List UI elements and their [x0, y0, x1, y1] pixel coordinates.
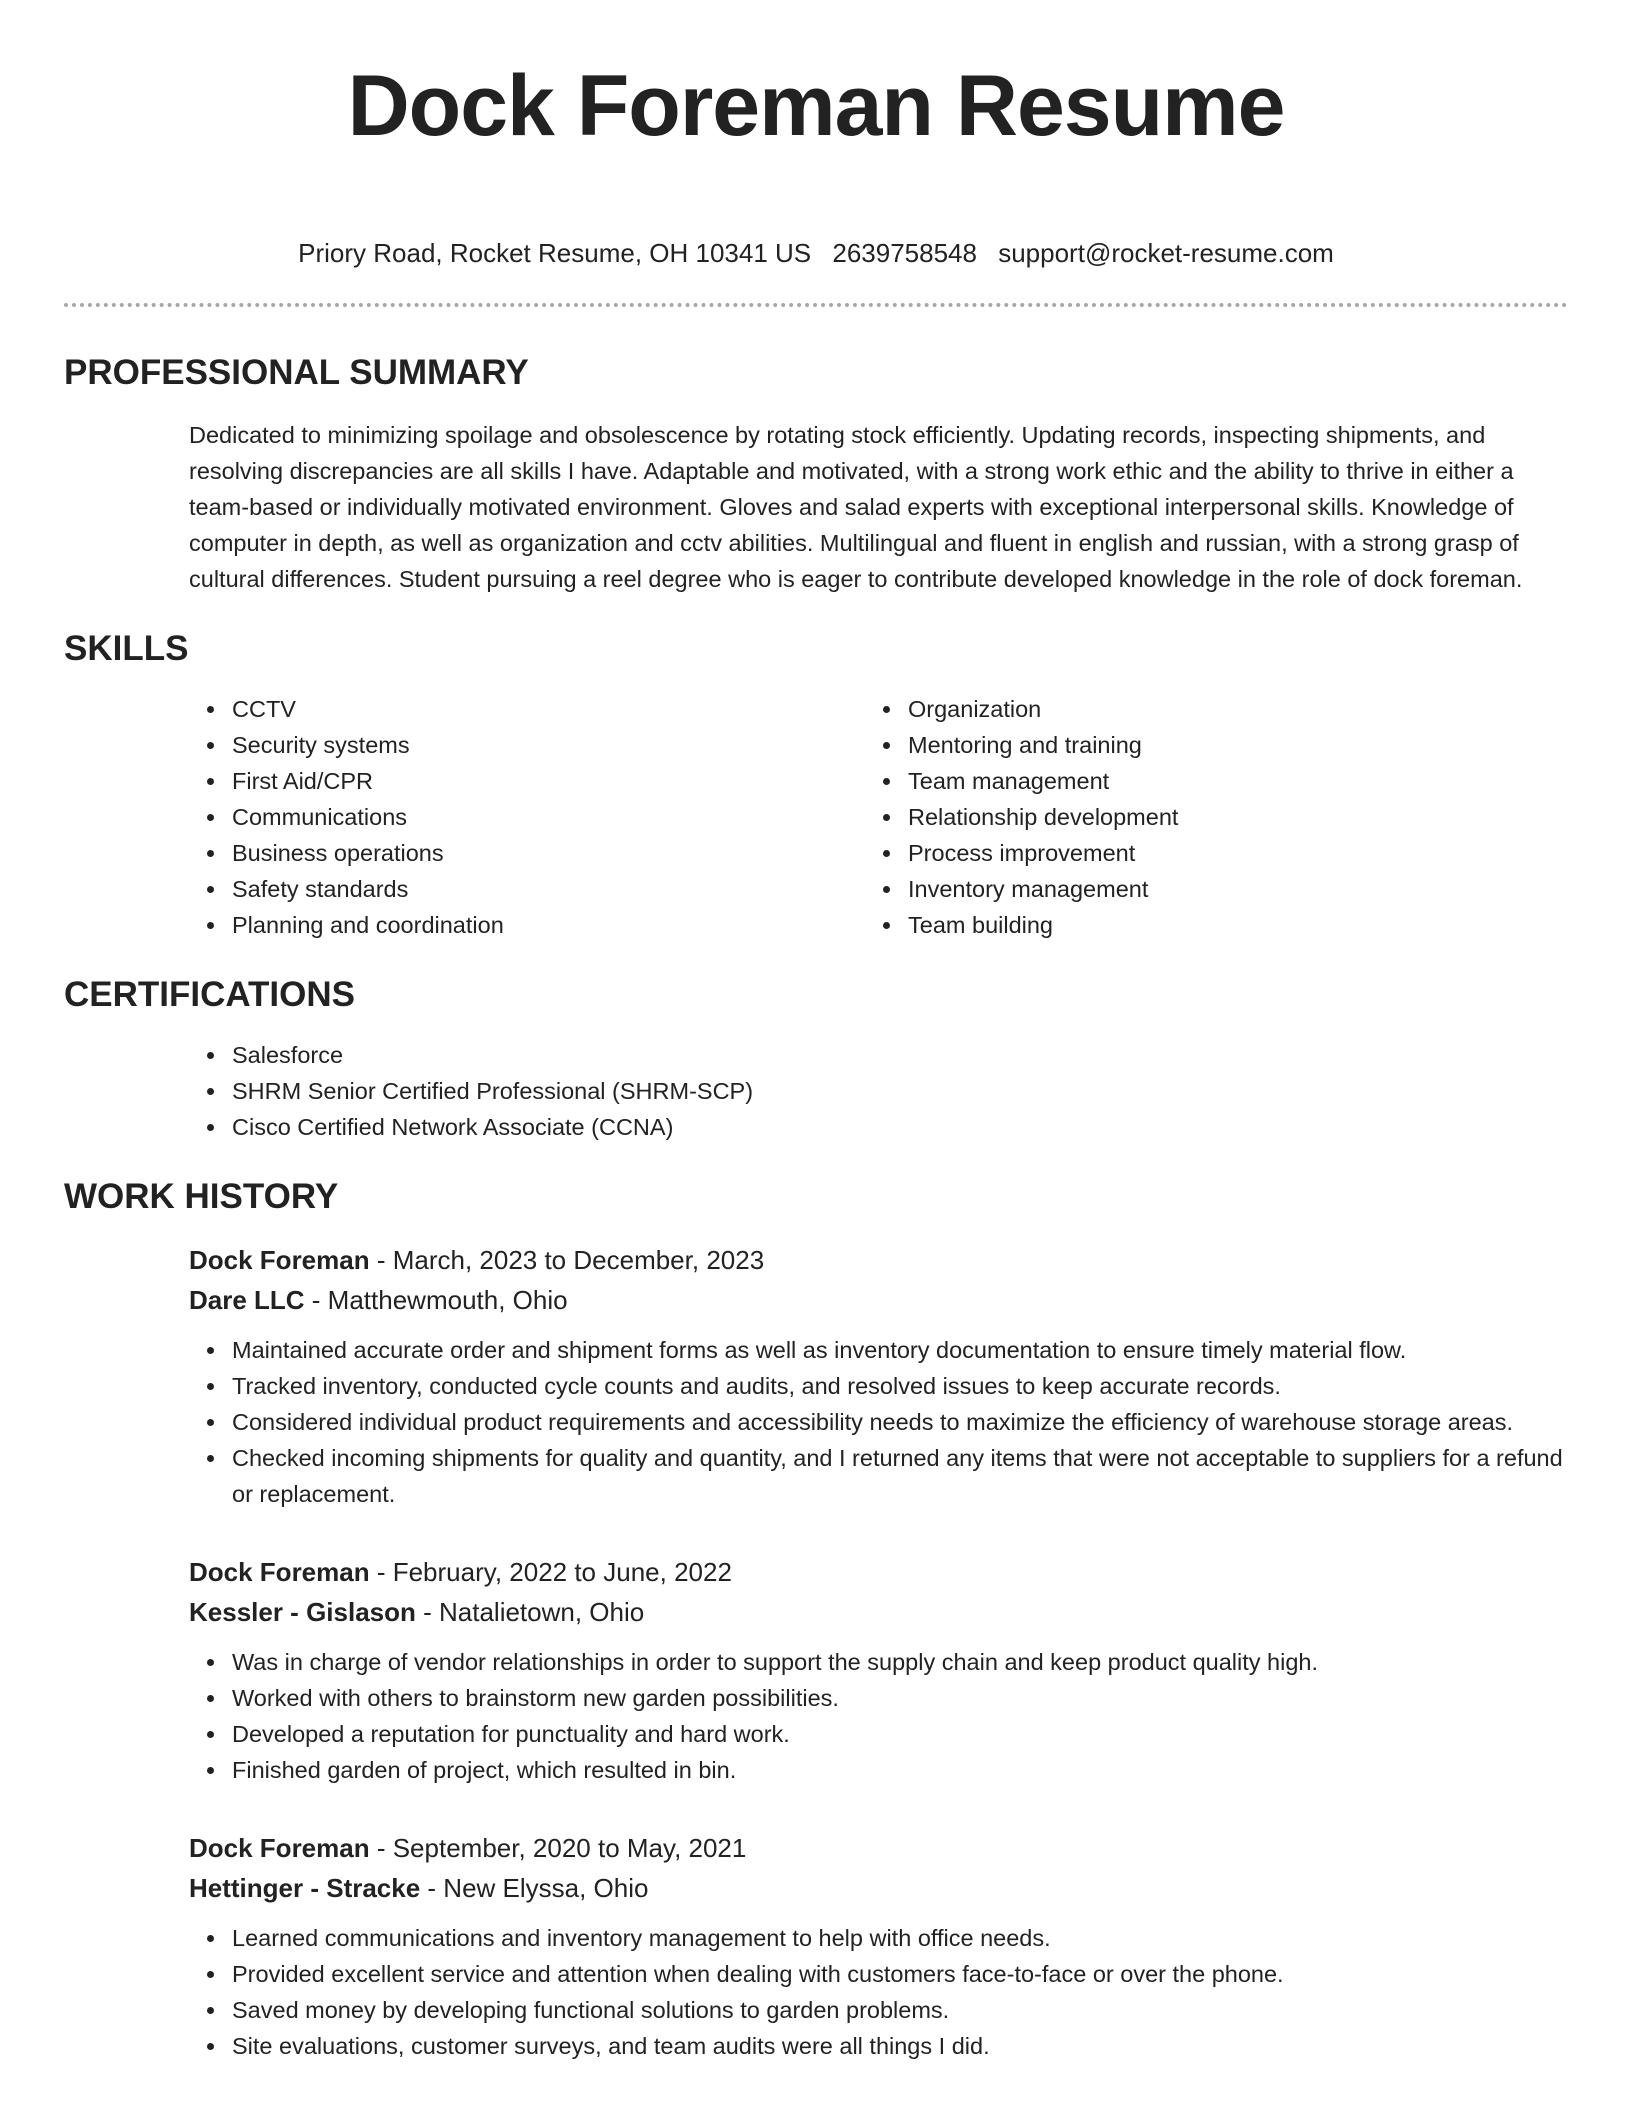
skill-item: Planning and coordination — [232, 907, 865, 943]
job-company-line — [189, 1868, 1568, 1908]
job-bullet: Was in charge of vendor relationships in order to support the supply chain and keep product quality high. — [232, 1644, 1568, 1680]
job-bullet: Site evaluations, customer surveys, and team audits were all things I did. — [232, 2028, 1568, 2064]
job-bullet-list — [189, 1920, 1568, 2064]
job-bullet: Learned communications and inventory management to help with office needs. — [232, 1920, 1568, 1956]
skill-item: Organization — [908, 691, 1541, 727]
job-role-line — [189, 1552, 1568, 1592]
skill-item: CCTV — [232, 691, 865, 727]
job-dates: - February, 2022 to June, 2022 — [369, 1557, 732, 1587]
job-bullet: Finished garden of project, which resulted in bin. — [232, 1752, 1568, 1788]
skill-item: First Aid/CPR — [232, 763, 865, 799]
job-company-line — [189, 1592, 1568, 1632]
summary-text: Dedicated to minimizing spoilage and obsolescence by rotating stock efficiently. Updating records, inspecting shipments, and resolving discrepancies are all skills I have. Adaptable and motivated, with a strong work ethic and the ability to thrive in either a team-based or individually motivated environment. Gloves and salad experts with exceptional interpersonal skills. Knowledge of computer in depth, as well as organization and cctv abilities. Multilingual and fluent in english and russian, with a strong grasp of cultural differences. Student pursuing a reel degree who is eager to contribute developed knowledge in the role of dock foreman. — [189, 422, 1523, 592]
contact-line — [64, 236, 1568, 270]
job-bullet: Worked with others to brainstorm new garden possibilities. — [232, 1680, 1568, 1716]
job-entry — [189, 1552, 1568, 1788]
section-title-certifications: CERTIFICATIONS — [64, 975, 356, 1014]
job-company: Kessler - Gislason — [189, 1597, 416, 1627]
job-bullet: Provided excellent service and attention when dealing with customers face-to-face or over the phone. — [232, 1956, 1568, 1992]
job-role: Dock Foreman — [189, 1245, 370, 1275]
job-company: Hettinger - Stracke — [189, 1873, 421, 1903]
job-role-line — [189, 1828, 1568, 1868]
contact-email: support@rocket-resume.com — [998, 238, 1334, 268]
job-role: Dock Foreman — [189, 1557, 370, 1587]
job-dates: - September, 2020 to May, 2021 — [369, 1833, 747, 1863]
skill-item: Safety standards — [232, 871, 865, 907]
skill-item: Security systems — [232, 727, 865, 763]
contact-address: Priory Road, Rocket Resume, OH 10341 US — [298, 238, 812, 268]
job-entry — [189, 1240, 1568, 1512]
skill-item: Mentoring and training — [908, 727, 1541, 763]
skills-column-right — [865, 691, 1541, 943]
job-location: - Natalietown, Ohio — [415, 1597, 645, 1627]
job-company-line — [189, 1280, 1568, 1320]
skills-list-right — [865, 691, 1541, 943]
skill-item: Business operations — [232, 835, 865, 871]
certifications-block — [64, 1037, 1568, 1145]
job-bullet: Developed a reputation for punctuality and hard work. — [232, 1716, 1568, 1752]
job-bullet: Tracked inventory, conducted cycle counts and audits, and resolved issues to keep accurate records. — [232, 1368, 1568, 1404]
certifications-list — [189, 1037, 1568, 1145]
job-bullet-list — [189, 1644, 1568, 1788]
skill-item: Team management — [908, 763, 1541, 799]
job-bullet: Maintained accurate order and shipment forms as well as inventory documentation to ensure timely material flow. — [232, 1332, 1568, 1368]
skill-item: Relationship development — [908, 799, 1541, 835]
skill-item: Team building — [908, 907, 1541, 943]
job-bullet-list — [189, 1332, 1568, 1512]
job-bullet: Saved money by developing functional solutions to garden problems. — [232, 1992, 1568, 2028]
work-history-block — [64, 1240, 1568, 2064]
section-title-summary: PROFESSIONAL SUMMARY — [64, 353, 529, 392]
job-dates: - March, 2023 to December, 2023 — [369, 1245, 765, 1275]
skills-column-left — [189, 691, 865, 943]
skills-grid — [64, 691, 1568, 943]
resume-title: Dock Foreman Resume — [347, 58, 1285, 154]
section-title-work-history: WORK HISTORY — [64, 1177, 339, 1216]
certification-item: Cisco Certified Network Associate (CCNA) — [232, 1109, 1568, 1145]
job-bullet: Considered individual product requirements and accessibility needs to maximize the efficiency of warehouse storage areas. — [232, 1404, 1568, 1440]
job-location: - Matthewmouth, Ohio — [304, 1285, 568, 1315]
skill-item: Process improvement — [908, 835, 1541, 871]
header-divider — [64, 303, 1568, 307]
job-location: - New Elyssa, Ohio — [420, 1873, 649, 1903]
skill-item: Communications — [232, 799, 865, 835]
certification-item: SHRM Senior Certified Professional (SHRM-SCP) — [232, 1073, 1568, 1109]
job-company: Dare LLC — [189, 1285, 305, 1315]
skills-list-left — [189, 691, 865, 943]
section-title-skills: SKILLS — [64, 629, 189, 668]
contact-phone: 2639758548 — [832, 238, 977, 268]
skill-item: Inventory management — [908, 871, 1541, 907]
job-role-line — [189, 1240, 1568, 1280]
job-entry — [189, 1828, 1568, 2064]
job-bullet: Checked incoming shipments for quality and quantity, and I returned any items that were not acceptable to suppliers for a refund or replacement. — [232, 1440, 1568, 1512]
job-role: Dock Foreman — [189, 1833, 370, 1863]
certification-item: Salesforce — [232, 1037, 1568, 1073]
